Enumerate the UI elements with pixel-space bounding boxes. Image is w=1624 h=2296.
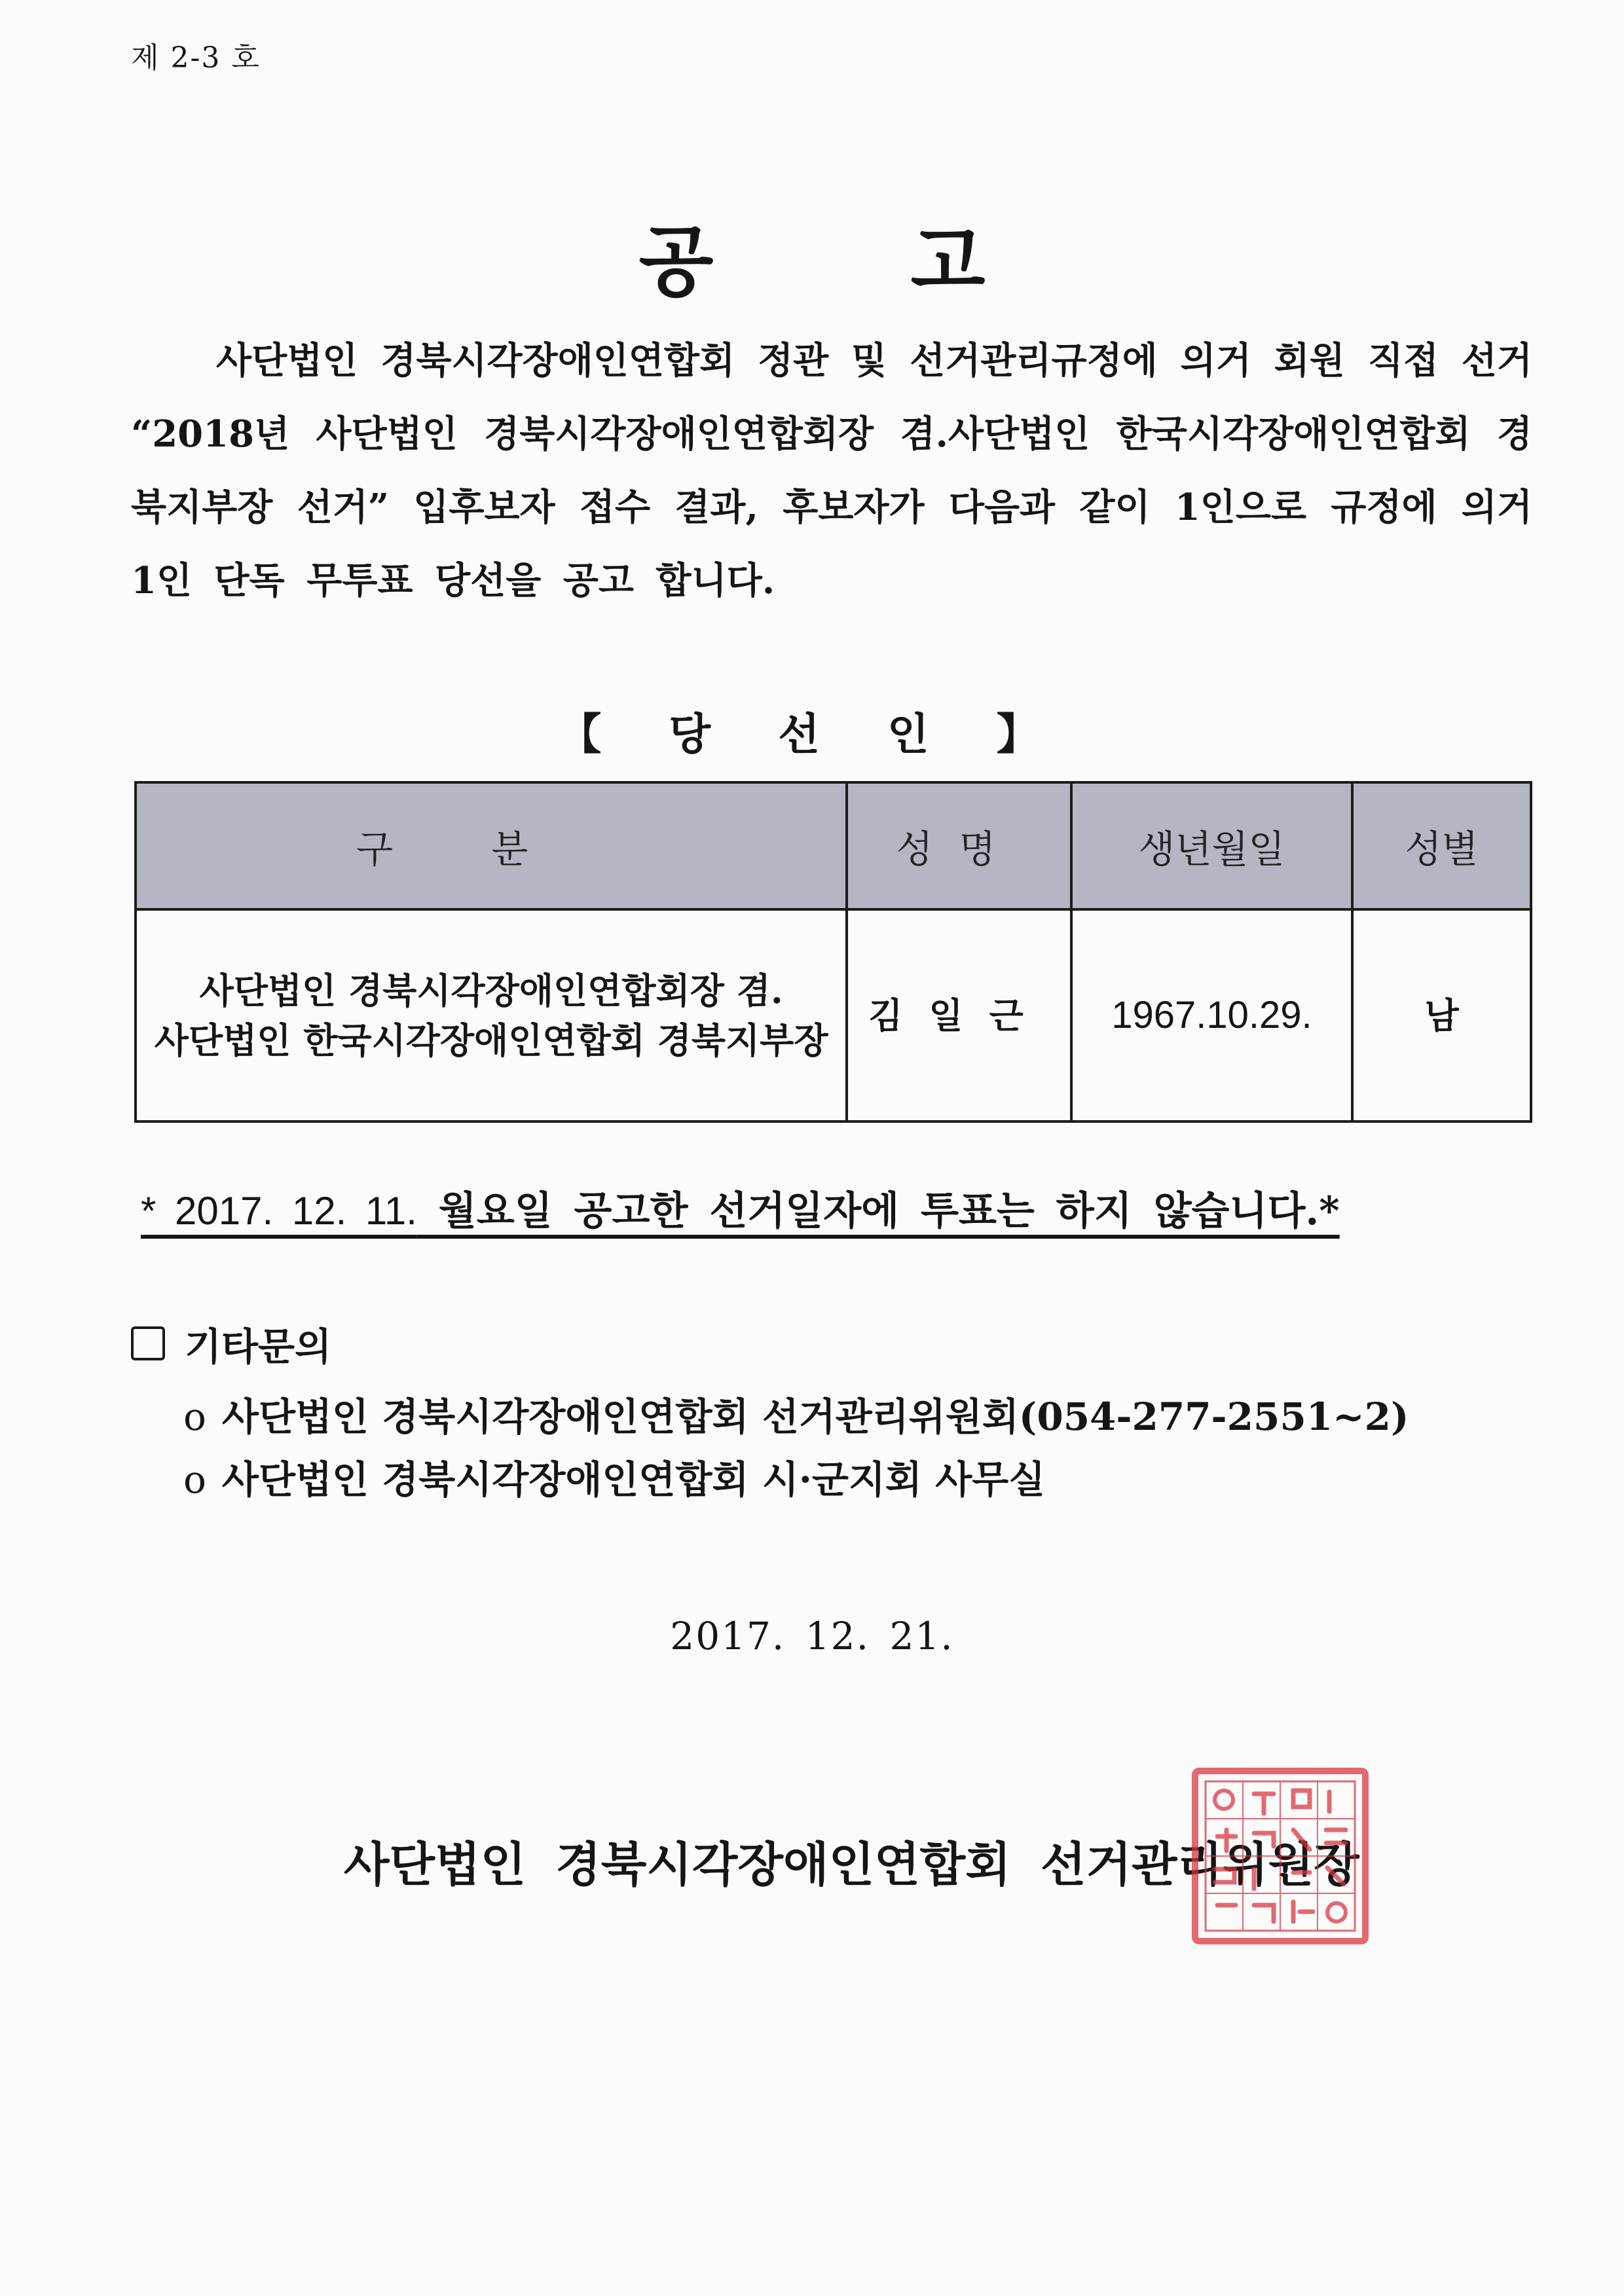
bullet-icon: o (183, 1457, 206, 1502)
division-line-2: 사단법인 한국시각장애인연합회 경북지부장 (154, 1019, 828, 1061)
contact-list (131, 1385, 1409, 1511)
section-title-winner: 【 당 선 인 】 (558, 708, 1066, 759)
header-birth: 생년월일 (1071, 782, 1352, 909)
signer-name: 사단법인 경북시각장애인연합회 선거관리위원장 (344, 1836, 1359, 1892)
contact-item-text: 사단법인 경북시각장애인연합회 시·군지회 사무실 (221, 1457, 1046, 1502)
table-row (136, 909, 1531, 1121)
no-vote-notice: * 2017. 12. 11. 월요일 공고한 선거일자에 투표는 하지 않습니다.* (141, 1188, 1340, 1234)
cell-birth: 1967.10.29. (1071, 909, 1352, 1121)
header-name: 성명 (847, 782, 1071, 909)
header-division: 구분 (136, 782, 847, 909)
page-title: 공 고 (638, 216, 1071, 307)
contact-heading (131, 1316, 1409, 1371)
list-item (183, 1385, 1409, 1448)
table-header-row (136, 782, 1531, 909)
contact-section (131, 1316, 1409, 1511)
header-sex: 성별 (1352, 782, 1531, 909)
notice-text: 월요일 공고한 선거일자에 투표는 하지 않습니다.* (416, 1188, 1340, 1234)
announcement-paragraph: 사단법인 경북시각장애인연합회 정관 및 선거관리규정에 의거 회원 직접 선거 “2018년 사단법인 경북시각장애인연합회장 겸.사단법인 한국시각장애인연합회 경북지부장 선거” 입후보자 접수 결과, 후보자가 다음과 같이 1인으로 규정에 의거 1인 단독 무투표 당선을 공고 합니다. (131, 339, 1532, 602)
announcement-date: 2017. 12. 21. (670, 1614, 954, 1658)
winner-table (134, 781, 1532, 1123)
checkbox-icon (131, 1326, 165, 1360)
contact-heading-label: 기타문의 (185, 1324, 332, 1369)
bullet-icon: o (183, 1394, 206, 1439)
official-seal-icon (1189, 1764, 1372, 1948)
list-item (183, 1448, 1409, 1511)
division-line-1: 사단법인 경북시각장애인연합회장 겸. (199, 970, 783, 1011)
cell-sex: 남 (1352, 909, 1531, 1121)
cell-division (136, 909, 847, 1121)
notice-date: 2017. 12. 11. (175, 1189, 417, 1233)
cell-name: 김일근 (847, 909, 1071, 1121)
document-number: 제 2-3 호 (131, 41, 261, 75)
contact-item-text: 사단법인 경북시각장애인연합회 선거관리위원회(054-277-2551~2) (221, 1394, 1409, 1439)
announcement-body (131, 324, 1532, 617)
